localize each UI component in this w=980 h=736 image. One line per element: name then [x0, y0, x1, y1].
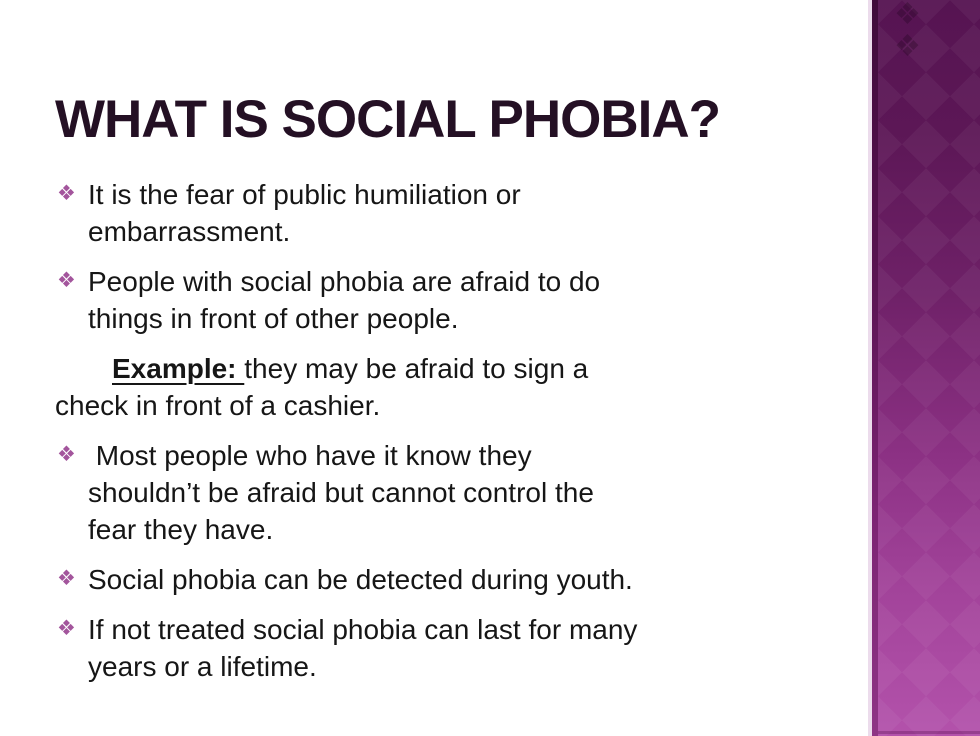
sidebar-gradient-band — [878, 0, 980, 736]
bullet-text-line: People with social phobia are afraid to do — [88, 266, 601, 297]
bullet-item-4 — [55, 561, 857, 598]
bullet-diamond-icon: ❖ — [57, 617, 76, 640]
slide-title: WHAT IS SOCIAL PHOBIA? — [55, 90, 721, 149]
slide-content — [55, 90, 857, 698]
bullet-text-line: If not treated social phobia can last for many — [88, 614, 638, 645]
bullet-item-2 — [55, 263, 857, 337]
bullet-text-line: fear they have. — [88, 514, 274, 545]
ornament-diamond-icon: ❖ — [894, 0, 921, 31]
bullet-text-line: It is the fear of public humiliation or — [88, 179, 521, 210]
example-line-2: check in front of a cashier. — [55, 390, 381, 421]
bullet-text-line: things in front of other people. — [88, 303, 459, 334]
example-line-1 — [55, 350, 857, 387]
bullet-text-line: embarrassment. — [88, 216, 291, 247]
bullet-text-line: Social phobia can be detected during youth. — [88, 564, 633, 595]
bullet-item-3 — [55, 437, 857, 548]
bullet-text-line: Most people who have it know they — [88, 440, 532, 471]
bullet-diamond-icon: ❖ — [57, 443, 76, 466]
bullet-diamond-icon: ❖ — [57, 269, 76, 292]
bullet-text-line: shouldn’t be afraid but cannot control the — [88, 477, 594, 508]
slide-body — [55, 176, 857, 685]
bullet-diamond-icon: ❖ — [57, 567, 76, 590]
ornament-diamond-icon: ❖ — [894, 30, 921, 63]
bullet-item-5 — [55, 611, 857, 685]
bullet-item-1 — [55, 176, 857, 250]
decorative-sidebar — [868, 0, 980, 736]
example-paragraph — [55, 350, 857, 424]
example-text: they may be afraid to sign a — [244, 353, 589, 384]
bullet-diamond-icon: ❖ — [57, 182, 76, 205]
bullet-text-line: years or a lifetime. — [88, 651, 317, 682]
example-label: Example: — [112, 353, 245, 384]
